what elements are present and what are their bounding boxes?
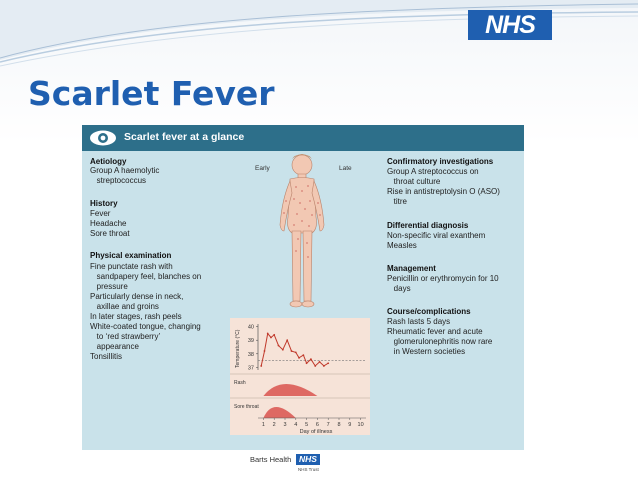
mgmt-line: days: [387, 284, 411, 293]
confirm-line: Rise in antistreptolysin O (ASO): [387, 187, 500, 196]
x-tick-label: 9: [348, 422, 352, 428]
temperature-point: [295, 352, 297, 354]
exam-line: Fine punctate rash with: [90, 262, 173, 271]
x-tick-label: 7: [326, 422, 330, 428]
panel-header: [82, 125, 524, 151]
diff-line: Measles: [387, 241, 417, 250]
temperature-point: [302, 354, 304, 356]
sore-throat-duration-shape: [263, 407, 295, 418]
temperature-point: [327, 362, 329, 364]
temperature-point: [270, 337, 272, 339]
diff-heading: Differential diagnosis: [387, 221, 469, 230]
history-line: Headache: [90, 219, 127, 228]
child-figure-illustration: [272, 151, 332, 313]
nhs-logo: NHS: [468, 10, 552, 40]
y-tick-label: 37: [247, 365, 254, 372]
course-line: glomerulonephritis now rare: [387, 337, 493, 346]
confirm-line: throat culture: [387, 177, 441, 186]
x-tick-label: 8: [337, 422, 341, 428]
exam-line: Tonsillitis: [90, 352, 123, 361]
x-tick-label: 2: [272, 422, 276, 428]
y-tick-label: 39: [247, 338, 254, 345]
aetiology-heading: Aetiology: [90, 157, 127, 166]
y-tick-label: 40: [247, 324, 254, 331]
aetiology-line: Group A haemolytic: [90, 166, 160, 175]
temperature-point: [260, 365, 262, 367]
y-axis-label: Temperature (°C): [235, 329, 241, 368]
panel-title: Scarlet fever at a glance: [124, 131, 245, 143]
diff-line: Non-specific viral exanthem: [387, 231, 486, 240]
x-tick-label: 4: [294, 422, 298, 428]
rash-label: Rash: [234, 380, 246, 386]
exam-line: to ‘red strawberry’: [90, 332, 161, 341]
course-heading: Course/complications: [387, 307, 471, 316]
exam-line: appearance: [90, 342, 139, 351]
exam-line: White-coated tongue, changing: [90, 322, 201, 331]
temperature-chart-svg: [230, 318, 370, 435]
temperature-point: [267, 333, 269, 335]
early-label: Early: [255, 165, 270, 172]
history-heading: History: [90, 199, 118, 208]
temperature-point: [306, 362, 308, 364]
temperature-point: [310, 358, 312, 360]
footer-trust: NHS Trust: [298, 467, 319, 472]
footer-org: Barts Health: [250, 455, 292, 464]
rash-duration-shape: [263, 384, 317, 396]
temperature-point: [319, 361, 321, 363]
mgmt-heading: Management: [387, 264, 436, 273]
exam-line: sandpapery feel, blanches on: [90, 272, 202, 281]
late-label: Late: [339, 165, 352, 172]
course-line: Rheumatic fever and acute: [387, 327, 483, 336]
temperature-point: [323, 365, 325, 367]
slide-title: Scarlet Fever: [28, 74, 275, 113]
exam-line: Particularly dense in neck,: [90, 292, 184, 301]
temperature-point: [273, 334, 275, 336]
course-line: Rash lasts 5 days: [387, 317, 451, 326]
aetiology-line: streptococcus: [90, 175, 147, 185]
history-line: Fever: [90, 209, 111, 218]
confirm-heading: Confirmatory investigations: [387, 157, 494, 166]
x-tick-label: 5: [305, 422, 309, 428]
temperature-point: [264, 350, 266, 352]
exam-line: axillae and groins: [90, 302, 159, 311]
temperature-point: [314, 365, 316, 367]
x-axis-label: Day of illness: [299, 429, 333, 435]
x-tick-label: 3: [283, 422, 287, 428]
course-line: in Western societies: [387, 347, 466, 356]
temperature-point: [298, 357, 300, 359]
mgmt-line: Penicillin or erythromycin for 10: [387, 274, 499, 283]
x-tick-label: 1: [261, 422, 265, 428]
exam-heading: Physical examination: [90, 251, 172, 260]
x-tick-label: 10: [357, 422, 364, 428]
temperature-point: [286, 339, 288, 341]
footer-nhs-logo: NHS: [296, 454, 320, 465]
exam-line: pressure: [90, 282, 128, 291]
y-tick-label: 38: [247, 351, 254, 358]
temperature-point: [291, 350, 293, 352]
x-tick-label: 6: [315, 422, 319, 428]
sore-throat-label: Sore throat: [234, 404, 259, 410]
exam-line: In later stages, rash peels: [90, 312, 182, 321]
confirm-line: Group A streptococcus on: [387, 167, 479, 176]
temperature-point: [282, 349, 284, 351]
temperature-point: [278, 345, 280, 347]
scarlet-fever-panel: [82, 125, 524, 450]
eye-icon: [88, 129, 118, 147]
temperature-chart: [230, 318, 370, 435]
history-line: Sore throat: [90, 229, 130, 238]
confirm-line: titre: [387, 197, 408, 206]
